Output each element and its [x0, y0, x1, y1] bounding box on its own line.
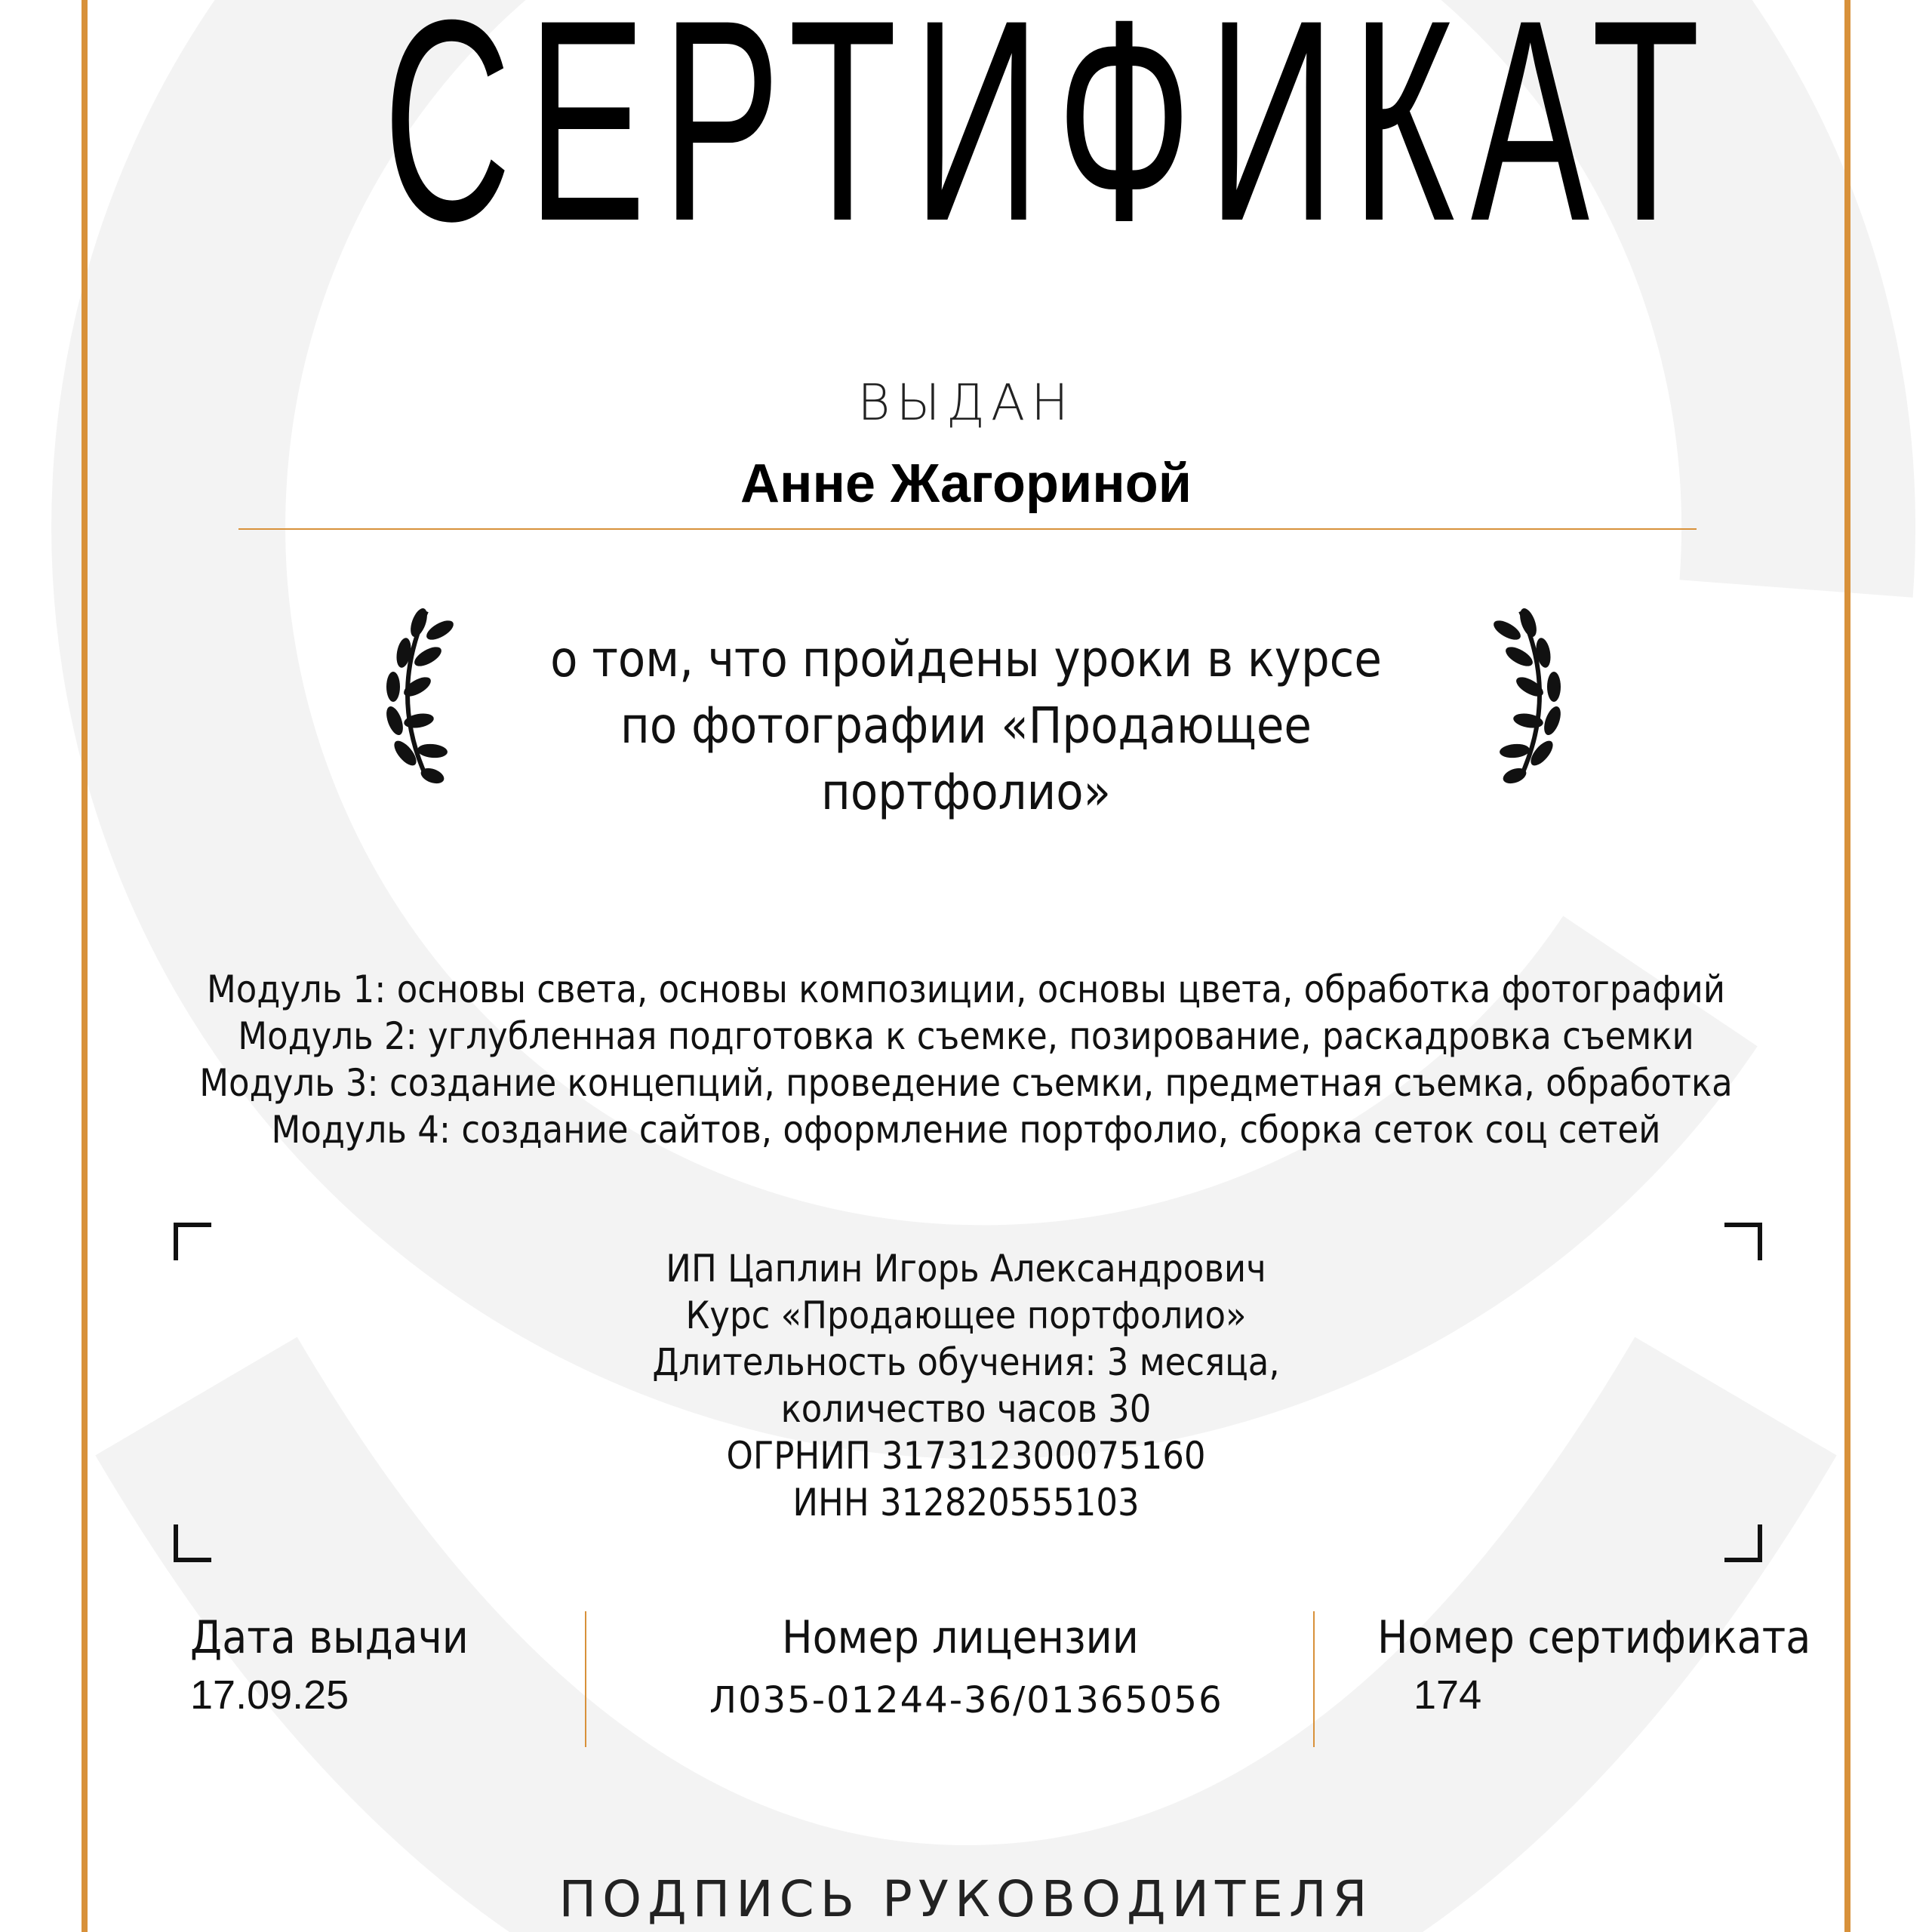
module-item: Модуль 3: создание концепций, проведение съемки, предметная съемка, обработка [199, 1061, 1733, 1105]
corner-mark-top-right [1724, 1223, 1762, 1260]
recipient-underline [238, 528, 1697, 530]
issue-date-value: 17.09.25 [190, 1672, 349, 1718]
corner-mark-bottom-right [1724, 1524, 1762, 1562]
license-number-value: Л035-01244-36/01365056 [709, 1679, 1223, 1721]
org-line: Длительность обучения: 3 месяца, [652, 1340, 1280, 1384]
frame-left-border [82, 0, 88, 1932]
org-line: количество часов 30 [780, 1387, 1152, 1431]
column-divider [1313, 1611, 1315, 1747]
statement-line: портфолио» [821, 763, 1111, 821]
certificate-number-value: 174 [1414, 1672, 1482, 1718]
course-statement [491, 626, 1441, 826]
org-line: Курс «Продающее портфолио» [685, 1294, 1247, 1337]
corner-mark-bottom-left [174, 1524, 211, 1562]
module-item: Модуль 4: создание сайтов, оформление портфолио, сборка сеток соц сетей [271, 1108, 1661, 1152]
module-item: Модуль 1: основы света, основы композиции, основы цвета, обработка фотографий [206, 968, 1726, 1011]
issued-label: ВЫДАН [857, 374, 1075, 432]
org-line: ИП Цаплин Игорь Александрович [666, 1247, 1266, 1291]
organization-details [423, 1245, 1509, 1526]
module-item: Модуль 2: углубленная подготовка к съемке, позирование, раскадровка съемки [238, 1014, 1694, 1058]
recipient-name: Анне Жагориной [740, 454, 1192, 514]
org-line: ОГРНИП 317312300075160 [726, 1434, 1206, 1478]
signature-label: ПОДПИСЬ РУКОВОДИТЕЛЯ [558, 1870, 1374, 1928]
statement-line: о том, что пройдены уроки в курсе [550, 630, 1382, 688]
license-number-label: Номер лицензии [782, 1611, 1139, 1664]
column-divider [585, 1611, 586, 1747]
corner-mark-top-left [174, 1223, 211, 1260]
frame-right-border [1844, 0, 1850, 1932]
org-line: ИНН 312820555103 [792, 1481, 1140, 1524]
certificate-number-label: Номер сертификата [1377, 1611, 1811, 1664]
laurel-branch-icon [374, 604, 457, 785]
issue-date-label: Дата выдачи [190, 1611, 469, 1664]
modules-list [113, 966, 1819, 1153]
statement-line: по фотографии «Продающее [620, 697, 1312, 755]
laurel-branch-icon [1491, 604, 1574, 785]
certificate-title: СЕРТИФИКАТ [383, 0, 1716, 281]
